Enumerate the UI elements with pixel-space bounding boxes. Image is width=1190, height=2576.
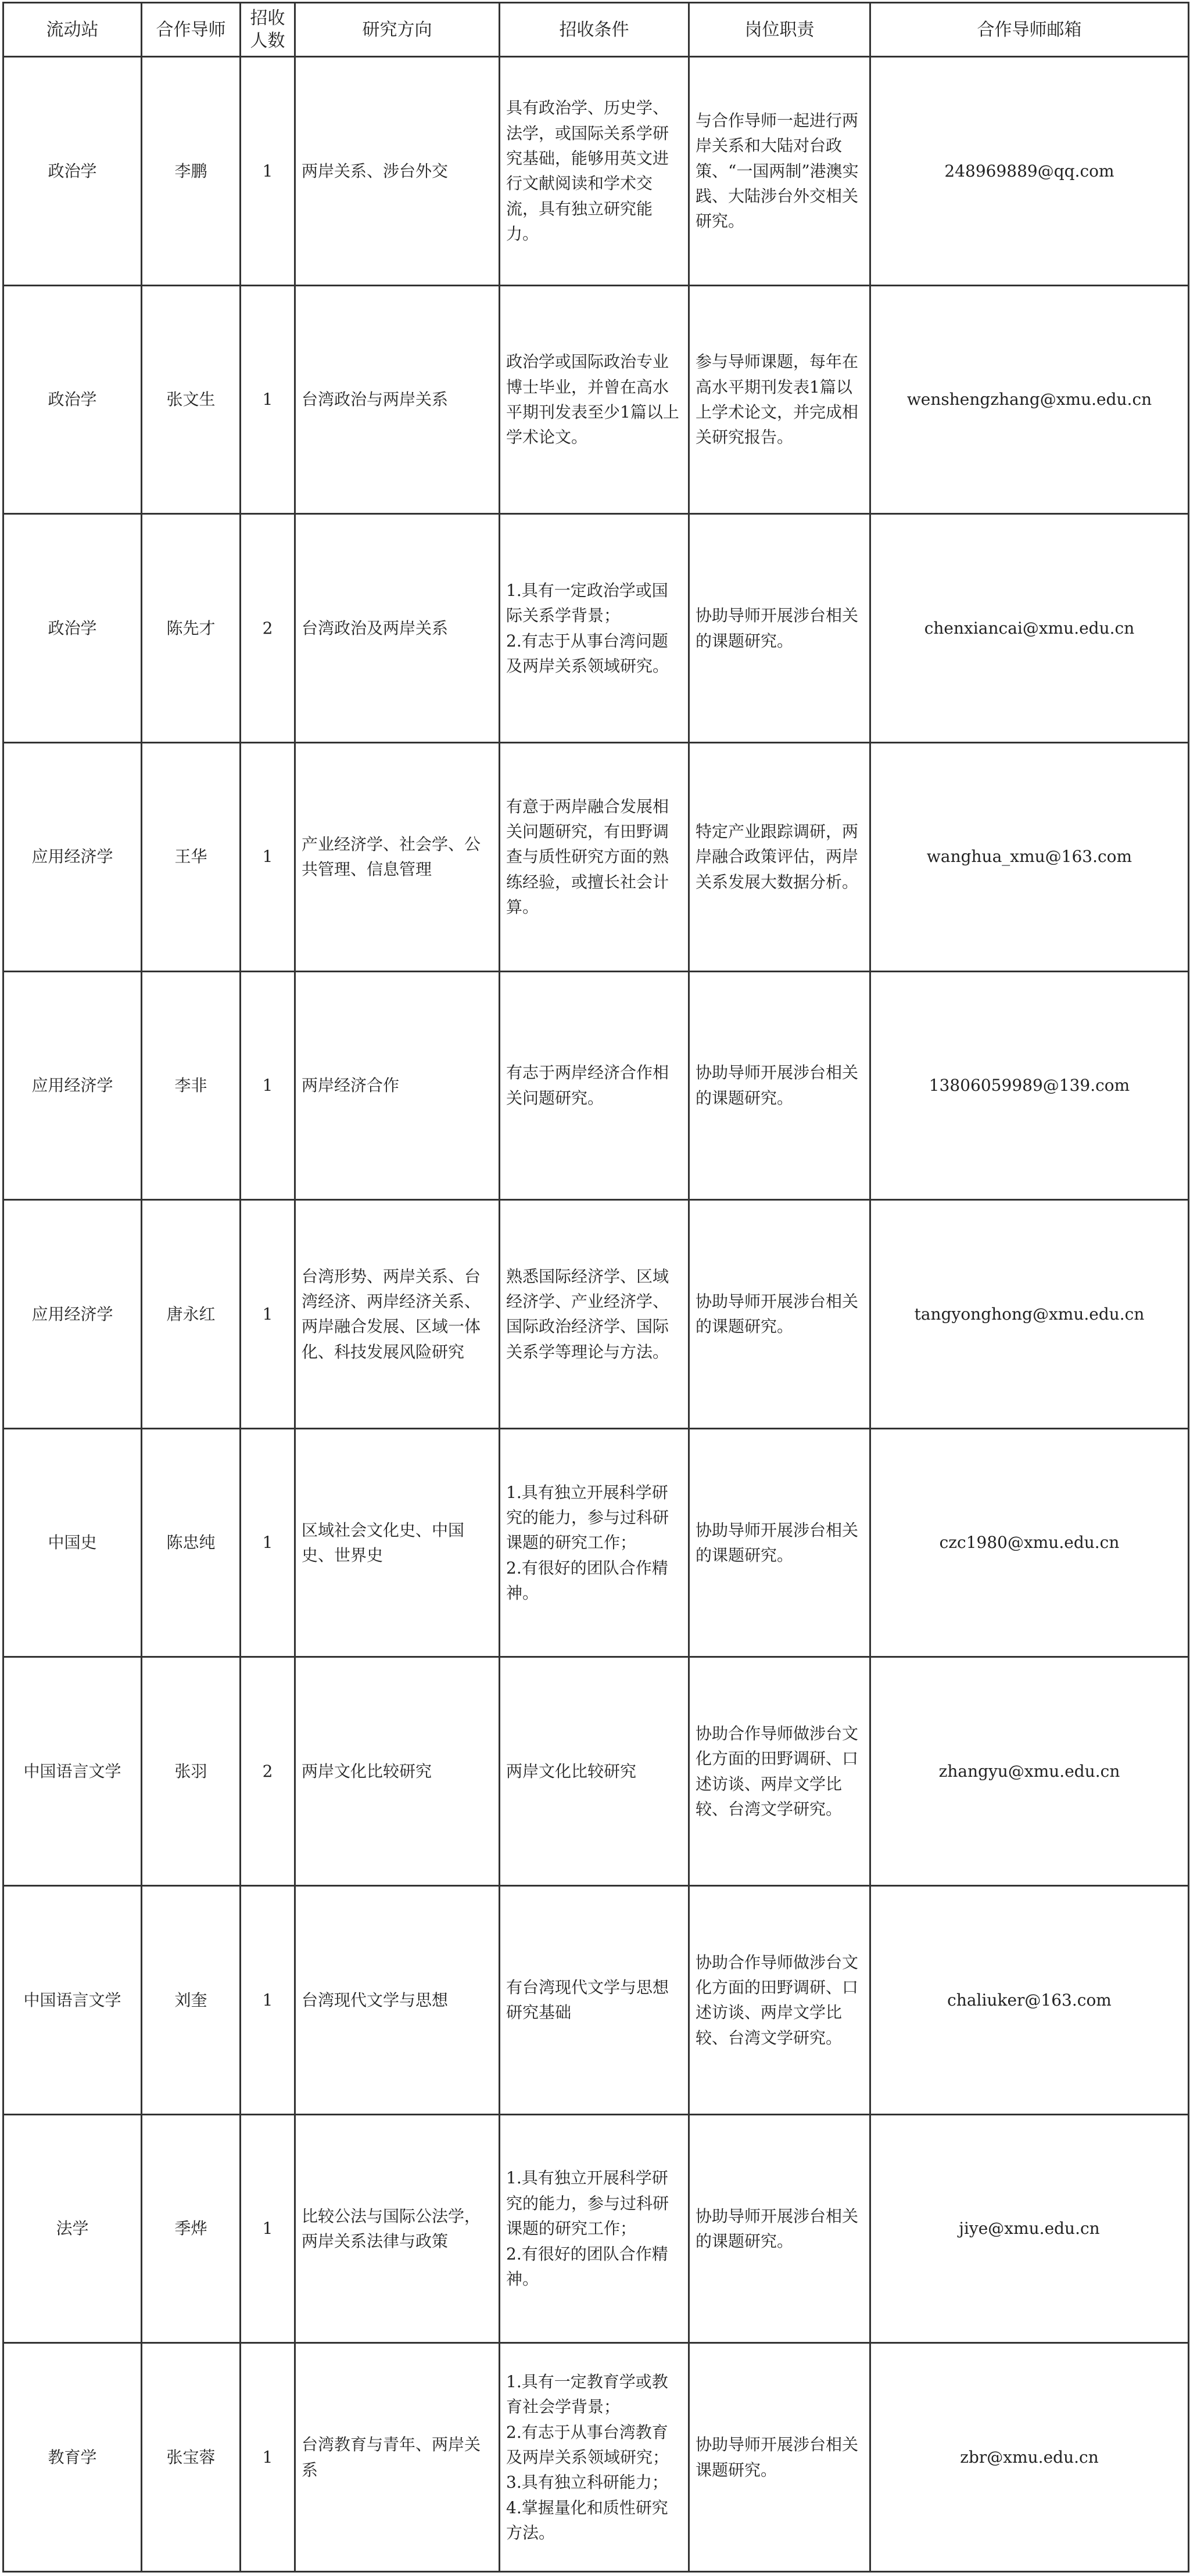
duties-cell: 协助导师开展涉台相关课题研究。 xyxy=(689,2343,870,2572)
advisor-cell: 李非 xyxy=(142,971,241,1200)
quota-cell: 1 xyxy=(241,1886,295,2115)
direction-cell: 台湾政治及两岸关系 xyxy=(295,514,500,743)
station-cell: 中国语言文学 xyxy=(3,1886,142,2115)
direction-cell: 台湾现代文学与思想 xyxy=(295,1886,500,2115)
table-row xyxy=(3,1428,1189,1657)
conditions-cell: 具有政治学、历史学、法学，或国际关系学研究基础，能够用英文进行文献阅读和学术交流，具有独立研究能力。 xyxy=(500,57,689,286)
duties-cell: 协助导师开展涉台相关的课题研究。 xyxy=(689,514,870,743)
advisor-cell: 张文生 xyxy=(142,285,241,514)
advisor-cell: 陈忠纯 xyxy=(142,1428,241,1657)
table-body xyxy=(3,57,1189,2572)
header-quota: 招收 人数 xyxy=(241,3,295,57)
table-row xyxy=(3,2114,1189,2343)
conditions-cell: 1.具有独立开展科学研究的能力，参与过科研课题的研究工作； 2.有很好的团队合作精神。 xyxy=(500,1428,689,1657)
quota-cell: 1 xyxy=(241,1428,295,1657)
header-station: 流动站 xyxy=(3,3,142,57)
table-row xyxy=(3,742,1189,971)
conditions-cell: 有意于两岸融合发展相关问题研究，有田野调查与质性研究方面的熟练经验，或擅长社会计算。 xyxy=(500,742,689,971)
email-cell: 248969889@qq.com xyxy=(870,57,1189,286)
duties-cell: 协助导师开展涉台相关的课题研究。 xyxy=(689,971,870,1200)
direction-cell: 台湾形势、两岸关系、台湾经济、两岸经济关系、两岸融合发展、区域一体化、科技发展风险研究 xyxy=(295,1200,500,1429)
header-row xyxy=(3,3,1189,57)
email-cell: czc1980@xmu.edu.cn xyxy=(870,1428,1189,1657)
advisor-cell: 王华 xyxy=(142,742,241,971)
direction-cell: 区域社会文化史、中国史、世界史 xyxy=(295,1428,500,1657)
conditions-cell: 有台湾现代文学与思想研究基础 xyxy=(500,1886,689,2115)
email-cell: tangyonghong@xmu.edu.cn xyxy=(870,1200,1189,1429)
email-cell: 13806059989@139.com xyxy=(870,971,1189,1200)
direction-cell: 两岸经济合作 xyxy=(295,971,500,1200)
conditions-cell: 有志于两岸经济合作相关问题研究。 xyxy=(500,971,689,1200)
quota-cell: 2 xyxy=(241,514,295,743)
header-advisor: 合作导师 xyxy=(142,3,241,57)
station-cell: 中国语言文学 xyxy=(3,1657,142,1886)
recruitment-table-sheet xyxy=(2,2,1188,2573)
table-row xyxy=(3,1200,1189,1429)
table-header xyxy=(3,3,1189,57)
station-cell: 政治学 xyxy=(3,57,142,286)
conditions-cell: 1.具有一定教育学或教育社会学背景； 2.有志于从事台湾教育及两岸关系领域研究； 3.具有独立科研能力； 4.掌握量化和质性研究方法。 xyxy=(500,2343,689,2572)
table-row xyxy=(3,971,1189,1200)
quota-cell: 1 xyxy=(241,971,295,1200)
conditions-cell: 政治学或国际政治专业博士毕业，并曾在高水平期刊发表至少1篇以上学术论文。 xyxy=(500,285,689,514)
quota-cell: 1 xyxy=(241,57,295,286)
quota-cell: 1 xyxy=(241,285,295,514)
duties-cell: 参与导师课题，每年在高水平期刊发表1篇以上学术论文，并完成相关研究报告。 xyxy=(689,285,870,514)
table-row xyxy=(3,514,1189,743)
quota-cell: 1 xyxy=(241,2114,295,2343)
station-cell: 应用经济学 xyxy=(3,971,142,1200)
email-cell: wanghua_xmu@163.com xyxy=(870,742,1189,971)
table-row xyxy=(3,1657,1189,1886)
header-conditions: 招收条件 xyxy=(500,3,689,57)
direction-cell: 产业经济学、社会学、公共管理、信息管理 xyxy=(295,742,500,971)
conditions-cell: 熟悉国际经济学、区域经济学、产业经济学、国际政治经济学、国际关系学等理论与方法。 xyxy=(500,1200,689,1429)
advisor-cell: 张羽 xyxy=(142,1657,241,1886)
advisor-cell: 刘奎 xyxy=(142,1886,241,2115)
conditions-cell: 1.具有一定政治学或国际关系学背景； 2.有志于从事台湾问题及两岸关系领域研究。 xyxy=(500,514,689,743)
table-row xyxy=(3,57,1189,286)
advisor-cell: 唐永红 xyxy=(142,1200,241,1429)
station-cell: 政治学 xyxy=(3,514,142,743)
duties-cell: 协助导师开展涉台相关的课题研究。 xyxy=(689,2114,870,2343)
quota-cell: 2 xyxy=(241,1657,295,1886)
direction-cell: 台湾政治与两岸关系 xyxy=(295,285,500,514)
table-row xyxy=(3,285,1189,514)
email-cell: jiye@xmu.edu.cn xyxy=(870,2114,1189,2343)
email-cell: zbr@xmu.edu.cn xyxy=(870,2343,1189,2572)
station-cell: 教育学 xyxy=(3,2343,142,2572)
duties-cell: 协助合作导师做涉台文化方面的田野调研、口述访谈、两岸文学比较、台湾文学研究。 xyxy=(689,1657,870,1886)
email-cell: wenshengzhang@xmu.edu.cn xyxy=(870,285,1189,514)
advisor-cell: 张宝蓉 xyxy=(142,2343,241,2572)
advisor-cell: 李鹏 xyxy=(142,57,241,286)
table-row xyxy=(3,2343,1189,2572)
email-cell: zhangyu@xmu.edu.cn xyxy=(870,1657,1189,1886)
duties-cell: 特定产业跟踪调研，两岸融合政策评估，两岸关系发展大数据分析。 xyxy=(689,742,870,971)
direction-cell: 台湾教育与青年、两岸关系 xyxy=(295,2343,500,2572)
table-row xyxy=(3,1886,1189,2115)
quota-cell: 1 xyxy=(241,742,295,971)
duties-cell: 协助合作导师做涉台文化方面的田野调研、口述访谈、两岸文学比较、台湾文学研究。 xyxy=(689,1886,870,2115)
quota-cell: 1 xyxy=(241,1200,295,1429)
header-email: 合作导师邮箱 xyxy=(870,3,1189,57)
direction-cell: 两岸关系、涉台外交 xyxy=(295,57,500,286)
recruitment-table xyxy=(2,2,1189,2573)
duties-cell: 与合作导师一起进行两岸关系和大陆对台政策、“一国两制”港澳实践、大陆涉台外交相关研究。 xyxy=(689,57,870,286)
station-cell: 法学 xyxy=(3,2114,142,2343)
conditions-cell: 两岸文化比较研究 xyxy=(500,1657,689,1886)
conditions-cell: 1.具有独立开展科学研究的能力，参与过科研课题的研究工作； 2.有很好的团队合作精神。 xyxy=(500,2114,689,2343)
email-cell: chaliuker@163.com xyxy=(870,1886,1189,2115)
email-cell: chenxiancai@xmu.edu.cn xyxy=(870,514,1189,743)
header-direction: 研究方向 xyxy=(295,3,500,57)
quota-cell: 1 xyxy=(241,2343,295,2572)
direction-cell: 比较公法与国际公法学，两岸关系法律与政策 xyxy=(295,2114,500,2343)
advisor-cell: 季烨 xyxy=(142,2114,241,2343)
station-cell: 政治学 xyxy=(3,285,142,514)
duties-cell: 协助导师开展涉台相关的课题研究。 xyxy=(689,1428,870,1657)
station-cell: 中国史 xyxy=(3,1428,142,1657)
duties-cell: 协助导师开展涉台相关的课题研究。 xyxy=(689,1200,870,1429)
station-cell: 应用经济学 xyxy=(3,1200,142,1429)
direction-cell: 两岸文化比较研究 xyxy=(295,1657,500,1886)
header-duties: 岗位职责 xyxy=(689,3,870,57)
station-cell: 应用经济学 xyxy=(3,742,142,971)
advisor-cell: 陈先才 xyxy=(142,514,241,743)
